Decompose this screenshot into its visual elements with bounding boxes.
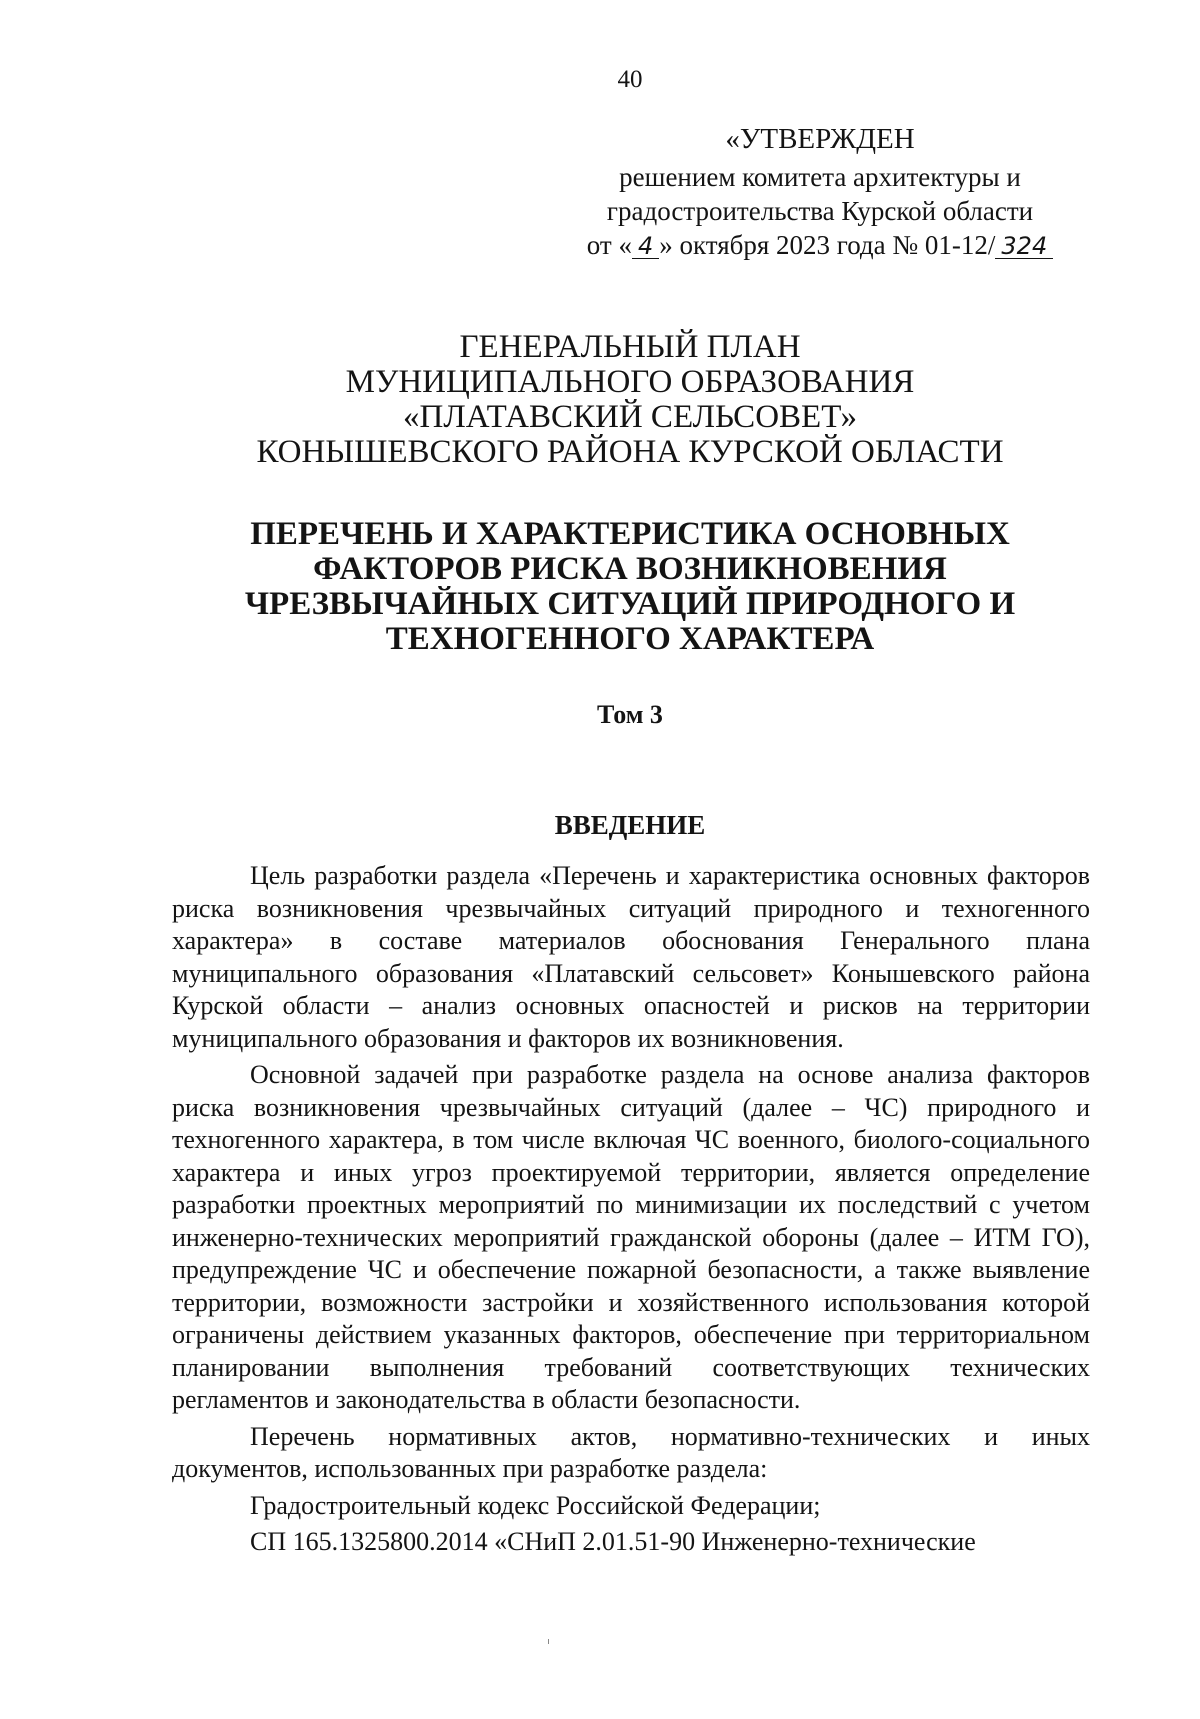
volume-label: Том 3 bbox=[597, 700, 663, 729]
paragraph: Градостроительный кодекс Российской Федерации; bbox=[250, 1490, 821, 1520]
scan-mark bbox=[548, 1639, 549, 1644]
plan-title-line: МУНИЦИПАЛЬНОГО ОБРАЗОВАНИЯ bbox=[345, 364, 915, 400]
approval-date-prefix: от « bbox=[586, 230, 632, 260]
approval-day-handwritten: 4 bbox=[632, 234, 659, 259]
section-title-line: ПЕРЕЧЕНЬ И ХАРАКТЕРИСТИКА ОСНОВНЫХ bbox=[250, 516, 1010, 552]
body-text bbox=[172, 860, 1090, 1559]
approval-title: «УТВЕРЖДЕН bbox=[725, 123, 915, 155]
intro-heading: ВВЕДЕНИЕ bbox=[554, 810, 706, 840]
paragraph: Перечень нормативных актов, нормативно-технических и иных документов, использованных при разработке раздела: bbox=[172, 1421, 1090, 1483]
plan-title bbox=[0, 330, 1200, 470]
approval-number-handwritten: 324 bbox=[995, 234, 1053, 259]
approval-stamp bbox=[560, 122, 1080, 262]
plan-title-line: «ПЛАТАВСКИЙ СЕЛЬСОВЕТ» bbox=[403, 399, 857, 435]
paragraph: Цель разработки раздела «Перечень и характеристика основных факторов риска возникновения чрезвычайных ситуаций природного и техногенного характера» в составе материалов обоснования Генерального плана муниципального образования «Платавский сельсовет» Конышевского района Курской области – анализ основных опасностей и рисков на территории муниципального образования и факторов их возникновения. bbox=[172, 861, 1090, 1053]
section-title bbox=[0, 517, 1200, 657]
paragraph: СП 165.1325800.2014 «СНиП 2.01.51-90 Инженерно-технические bbox=[250, 1527, 976, 1556]
plan-title-line: КОНЫШЕВСКОГО РАЙОНА КУРСКОЙ ОБЛАСТИ bbox=[256, 434, 1004, 470]
approval-line-1: решением комитета архитектуры и bbox=[619, 162, 1021, 192]
plan-title-line: ГЕНЕРАЛЬНЫЙ ПЛАН bbox=[459, 329, 801, 365]
section-title-line: ТЕХНОГЕННОГО ХАРАКТЕРА bbox=[385, 621, 875, 657]
approval-date-line bbox=[560, 228, 1080, 262]
section-title-line: ФАКТОРОВ РИСКА ВОЗНИКНОВЕНИЯ bbox=[313, 551, 947, 587]
section-title-line: ЧРЕЗВЫЧАЙНЫХ СИТУАЦИЙ ПРИРОДНОГО И bbox=[244, 586, 1016, 622]
approval-line-2: градостроительства Курской области bbox=[606, 196, 1034, 226]
page-number: 40 bbox=[617, 66, 643, 93]
paragraph: Основной задачей при разработке раздела на основе анализа факторов риска возникновения чрезвычайных ситуаций (далее – ЧС) природного и техногенного характера, в том числе включая ЧС военного, биолого-социального характера и иных угроз проектируемой территории, является определение разработки проектных мероприятий по минимизации их последствий с учетом инженерно-технических мероприятий гражданской обороны (далее – ИТМ ГО), предупреждение ЧС и обеспечение пожарной безопасности, а также выявление территории, возможности застройки и хозяйственного использования которой ограничены действием указанных факторов, обеспечение при территориальном планировании выполнения требований соответствующих технических регламентов и законодательства в области безопасности. bbox=[172, 1060, 1090, 1414]
approval-date-middle: » октября 2023 года № 01-12/ bbox=[659, 230, 996, 260]
